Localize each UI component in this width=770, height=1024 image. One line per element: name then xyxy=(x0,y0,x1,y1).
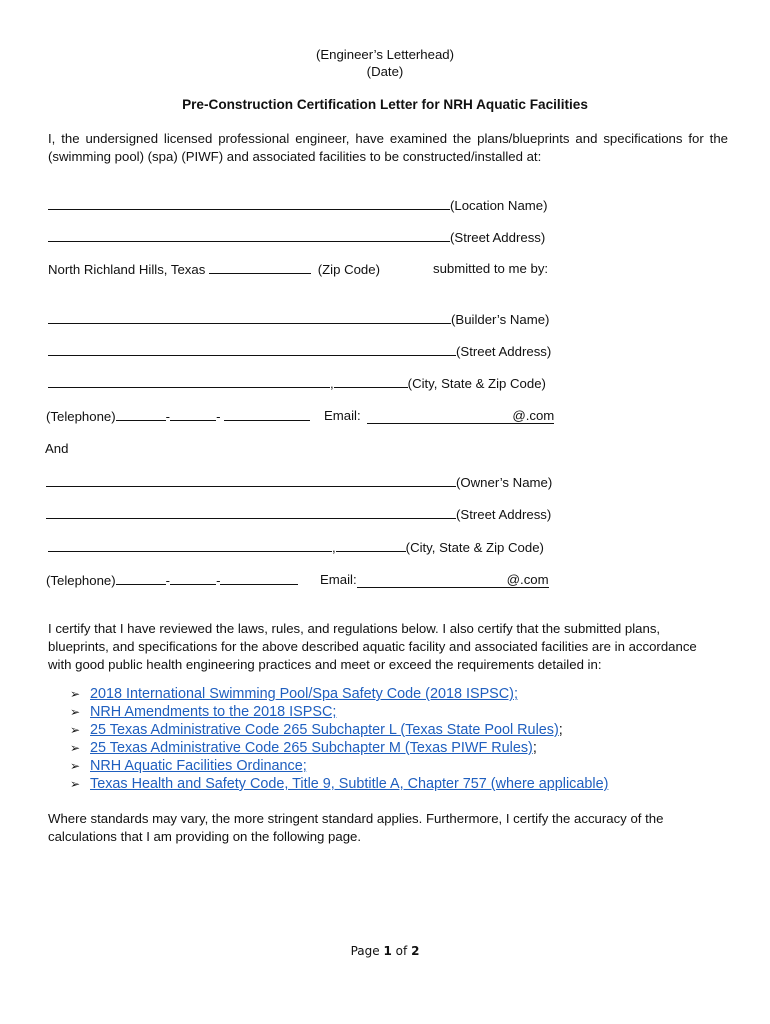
builder-city-row xyxy=(48,375,546,391)
owner-street-row xyxy=(46,506,551,522)
builder-phone-row xyxy=(46,408,310,424)
owner-street-label: (Street Address) xyxy=(456,507,552,522)
arrow-bullet-icon: ➢ xyxy=(70,687,81,701)
letterhead-placeholder: (Engineer’s Letterhead) xyxy=(315,47,455,62)
location-name-blank[interactable] xyxy=(48,197,450,210)
builder-city-separator: , xyxy=(330,376,334,391)
owner-phone-area-blank[interactable] xyxy=(116,572,166,585)
owner-city-row xyxy=(48,539,544,555)
arrow-bullet-icon: ➢ xyxy=(70,741,81,755)
builder-street-label: (Street Address) xyxy=(456,344,552,359)
builder-phone-area-blank[interactable] xyxy=(116,408,166,421)
page-number xyxy=(0,944,770,958)
owner-phone-dash: - xyxy=(165,573,171,588)
location-city-row xyxy=(48,261,380,277)
builder-street-row xyxy=(48,343,551,359)
builder-phone-dash: - xyxy=(216,409,221,424)
list-item xyxy=(70,721,608,739)
page-title: Pre-Construction Certification Letter for NRH Aquatic Facilities xyxy=(182,97,588,112)
and-label: And xyxy=(45,441,69,456)
code-link[interactable]: 25 Texas Administrative Code 265 Subchapter M (Texas PIWF Rules) xyxy=(90,740,533,756)
owner-phone-line-blank[interactable] xyxy=(220,572,298,585)
owner-city-separator: , xyxy=(332,540,336,555)
builder-name-blank[interactable] xyxy=(48,311,451,324)
arrow-bullet-icon: ➢ xyxy=(70,723,81,737)
owner-email-field[interactable] xyxy=(357,572,549,588)
of-word: of xyxy=(395,944,408,958)
owner-email-suffix: @.com xyxy=(506,572,549,587)
location-name-row xyxy=(48,197,547,213)
arrow-bullet-icon: ➢ xyxy=(70,705,81,719)
builder-phone-prefix-blank[interactable] xyxy=(170,408,216,421)
owner-email-row xyxy=(320,572,549,588)
builder-name-row xyxy=(48,311,549,327)
owner-name-row xyxy=(46,474,552,490)
list-item xyxy=(70,703,608,721)
list-item xyxy=(70,685,608,703)
arrow-bullet-icon: ➢ xyxy=(70,777,81,791)
code-link[interactable]: 25 Texas Administrative Code 265 Subchapter L (Texas State Pool Rules) xyxy=(90,722,559,738)
owner-city-blank[interactable] xyxy=(48,539,332,552)
owner-phone-prefix-blank[interactable] xyxy=(170,572,216,585)
code-link[interactable]: NRH Aquatic Facilities Ordinance; xyxy=(90,758,307,774)
builder-email-row xyxy=(324,408,554,424)
code-list xyxy=(70,685,608,793)
owner-name-blank[interactable] xyxy=(46,474,456,487)
owner-city-label: (City, State & Zip Code) xyxy=(405,540,544,555)
builder-name-label: (Builder’s Name) xyxy=(451,312,550,327)
builder-email-suffix: @.com xyxy=(512,408,555,423)
location-street-row xyxy=(48,229,545,245)
location-street-label: (Street Address) xyxy=(450,230,546,245)
code-suffix: ; xyxy=(532,740,537,756)
builder-phone-dash: - xyxy=(165,409,171,424)
code-link[interactable]: Texas Health and Safety Code, Title 9, Subtitle A, Chapter 757 (where applicable) xyxy=(90,776,609,792)
builder-street-blank[interactable] xyxy=(48,343,456,356)
code-link[interactable]: NRH Amendments to the 2018 ISPSC; xyxy=(90,704,337,720)
owner-phone-row xyxy=(46,572,298,588)
page-current: 1 xyxy=(383,944,392,958)
list-item xyxy=(70,775,608,793)
date-placeholder: (Date) xyxy=(366,64,404,79)
zip-code-label: (Zip Code) xyxy=(317,262,380,277)
submitted-by-label: submitted to me by: xyxy=(433,261,549,276)
owner-street-blank[interactable] xyxy=(46,506,456,519)
builder-city-label: (City, State & Zip Code) xyxy=(407,376,546,391)
location-city-text: North Richland Hills, Texas xyxy=(48,262,206,277)
zip-code-blank[interactable] xyxy=(209,261,311,274)
builder-email-label: Email: xyxy=(324,408,361,423)
location-name-label: (Location Name) xyxy=(450,198,548,213)
owner-zip-blank[interactable] xyxy=(336,539,406,552)
list-item xyxy=(70,757,608,775)
page-word: Page xyxy=(350,944,380,958)
code-link[interactable]: 2018 International Swimming Pool/Spa Safety Code (2018 ISPSC); xyxy=(90,686,518,702)
owner-phone-dash: - xyxy=(216,573,221,588)
builder-phone-line-blank[interactable] xyxy=(224,408,310,421)
owner-name-label: (Owner’s Name) xyxy=(456,475,553,490)
code-suffix: ; xyxy=(558,722,563,738)
closing-paragraph: Where standards may vary, the more stringent standard applies. Furthermore, I certify the accuracy of the calculations that I am providing on the following page. xyxy=(48,811,664,844)
builder-city-blank[interactable] xyxy=(48,375,330,388)
location-street-blank[interactable] xyxy=(48,229,450,242)
list-item xyxy=(70,739,608,757)
builder-zip-blank[interactable] xyxy=(334,375,408,388)
page-total: 2 xyxy=(411,944,420,958)
owner-email-label: Email: xyxy=(320,572,357,587)
intro-paragraph: I, the undersigned licensed professional engineer, have examined the plans/blueprints and specifications for the (swimming pool) (spa) (PIWF) and associated facilities to be constructed/installed at: xyxy=(48,131,728,164)
builder-phone-label: (Telephone) xyxy=(46,409,116,424)
certify-paragraph: I certify that I have reviewed the laws, rules, and regulations below. I also certify that the submitted plans, blueprints, and specifications for the above described aquatic facility and associated facilities are in accordance with good public health engineering practices and meet or exceed the requirements detailed in: xyxy=(48,621,697,672)
arrow-bullet-icon: ➢ xyxy=(70,759,81,773)
builder-email-field[interactable] xyxy=(367,408,554,424)
owner-phone-label: (Telephone) xyxy=(46,573,116,588)
